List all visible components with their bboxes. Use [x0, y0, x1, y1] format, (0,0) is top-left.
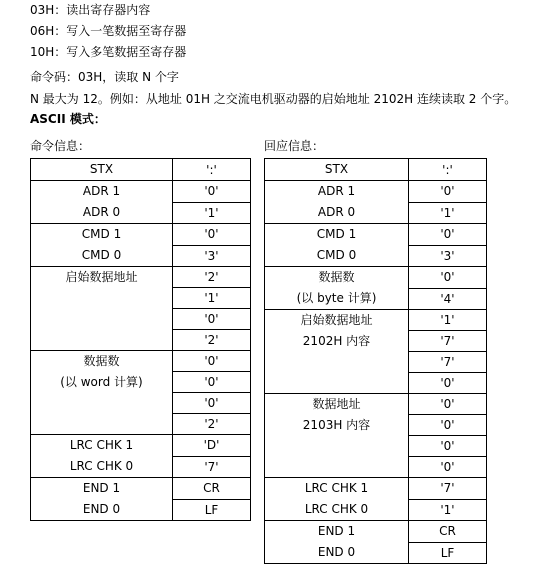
intro-func-10: 10H：写入多笔数据至寄存器	[30, 45, 187, 59]
field-name-cell	[31, 267, 173, 351]
field-name: LRC CHK 0	[304, 502, 369, 516]
field-name-cell	[265, 394, 409, 478]
field-value: '0'	[409, 394, 487, 415]
field-value: '0'	[173, 393, 251, 414]
command-table	[30, 158, 251, 521]
field-value: '1'	[409, 310, 487, 331]
intro-example: N 最大为 12。例如：从地址 01H 之交流电机驱动器的启始地址 2102H 连续读取 2 个字。	[30, 92, 517, 106]
response-caption: 回应信息：	[264, 139, 325, 153]
field-value: '0'	[173, 372, 251, 393]
field-value: '0'	[173, 309, 251, 330]
field-value: '7'	[409, 478, 487, 500]
field-value: '0'	[409, 415, 487, 436]
field-value: '1'	[409, 499, 487, 521]
field-name: ADR 1	[82, 184, 121, 198]
field-name: LRC CHK 0	[69, 459, 134, 473]
table-row	[265, 224, 487, 246]
field-value: '1'	[173, 288, 251, 309]
field-name: ADR 1	[317, 184, 356, 198]
field-value: '1'	[173, 202, 251, 224]
field-value: '4'	[409, 288, 487, 310]
field-value: 'D'	[173, 435, 251, 457]
intro-func-03: 03H：读出寄存器内容	[30, 3, 151, 17]
field-name: CMD 0	[81, 248, 122, 262]
field-name: ADR 0	[82, 205, 121, 219]
field-name: CMD 1	[81, 227, 122, 241]
table-row	[31, 435, 251, 457]
field-value: '0'	[173, 224, 251, 246]
field-value: '2'	[173, 414, 251, 435]
ascii-mode-heading: ASCII 模式：	[30, 112, 106, 126]
field-name-cell	[265, 478, 409, 521]
field-value: '0'	[409, 267, 487, 289]
field-name: 数据数	[83, 354, 120, 368]
field-name: ADR 0	[317, 205, 356, 219]
table-row	[31, 351, 251, 372]
field-value: LF	[173, 499, 251, 521]
field-name: (以 byte 计算)	[296, 291, 377, 305]
field-name-cell	[31, 224, 173, 267]
table-row	[265, 267, 487, 289]
field-name: END 1	[317, 524, 356, 538]
field-name: 数据地址	[312, 397, 361, 411]
table-row	[265, 521, 487, 543]
field-name-cell	[31, 478, 173, 521]
field-name: LRC CHK 1	[304, 481, 369, 495]
response-table	[264, 158, 487, 564]
field-name-cell	[265, 310, 409, 394]
field-name-cell	[31, 181, 173, 224]
table-row	[265, 310, 487, 331]
table-row	[31, 181, 251, 203]
table-row	[31, 159, 251, 181]
field-value: '3'	[173, 245, 251, 267]
field-name: STX	[324, 162, 349, 176]
field-value: ':'	[409, 159, 487, 181]
field-value: '0'	[173, 351, 251, 372]
intro-command-code: 命令码：03H，读取 N 个字	[30, 70, 179, 84]
field-value: '0'	[409, 436, 487, 457]
table-row	[31, 267, 251, 288]
field-value: CR	[173, 478, 251, 500]
field-value: '0'	[409, 181, 487, 203]
field-name: LRC CHK 1	[69, 438, 134, 452]
field-name: END 1	[82, 481, 121, 495]
table-row	[31, 224, 251, 246]
field-name-cell	[265, 159, 409, 181]
table-row	[265, 478, 487, 500]
field-name: 启始数据地址	[300, 313, 373, 327]
field-value: '7'	[409, 331, 487, 352]
field-value: CR	[409, 521, 487, 543]
field-name-cell	[265, 267, 409, 310]
field-name-cell	[265, 521, 409, 564]
field-name: (以 word 计算)	[60, 375, 143, 389]
field-name-cell	[31, 159, 173, 181]
table-row	[265, 181, 487, 203]
field-value: '7'	[173, 456, 251, 478]
field-name: 2102H 内容	[302, 334, 371, 348]
field-value: '3'	[409, 245, 487, 267]
field-name: CMD 1	[316, 227, 357, 241]
intro-func-06: 06H：写入一笔数据至寄存器	[30, 24, 187, 38]
field-name: 2103H 内容	[302, 418, 371, 432]
field-name: CMD 0	[316, 248, 357, 262]
table-row	[31, 478, 251, 500]
field-name-cell	[265, 181, 409, 224]
field-name: STX	[89, 162, 114, 176]
field-value: '0'	[409, 373, 487, 394]
table-row	[265, 159, 487, 181]
field-name: END 0	[82, 502, 121, 516]
field-name-cell	[31, 351, 173, 435]
field-value: '0'	[409, 224, 487, 246]
field-value: '1'	[409, 202, 487, 224]
table-row	[265, 394, 487, 415]
field-value: ':'	[173, 159, 251, 181]
field-name: 数据数	[318, 270, 355, 284]
field-value: '0'	[173, 181, 251, 203]
field-name: END 0	[317, 545, 356, 559]
field-name-cell	[31, 435, 173, 478]
command-caption: 命令信息：	[30, 139, 91, 153]
field-value: '2'	[173, 330, 251, 351]
field-value: LF	[409, 542, 487, 564]
field-value: '0'	[409, 457, 487, 478]
field-name-cell	[265, 224, 409, 267]
field-name: 启始数据地址	[65, 270, 138, 284]
field-value: '7'	[409, 352, 487, 373]
field-value: '2'	[173, 267, 251, 288]
